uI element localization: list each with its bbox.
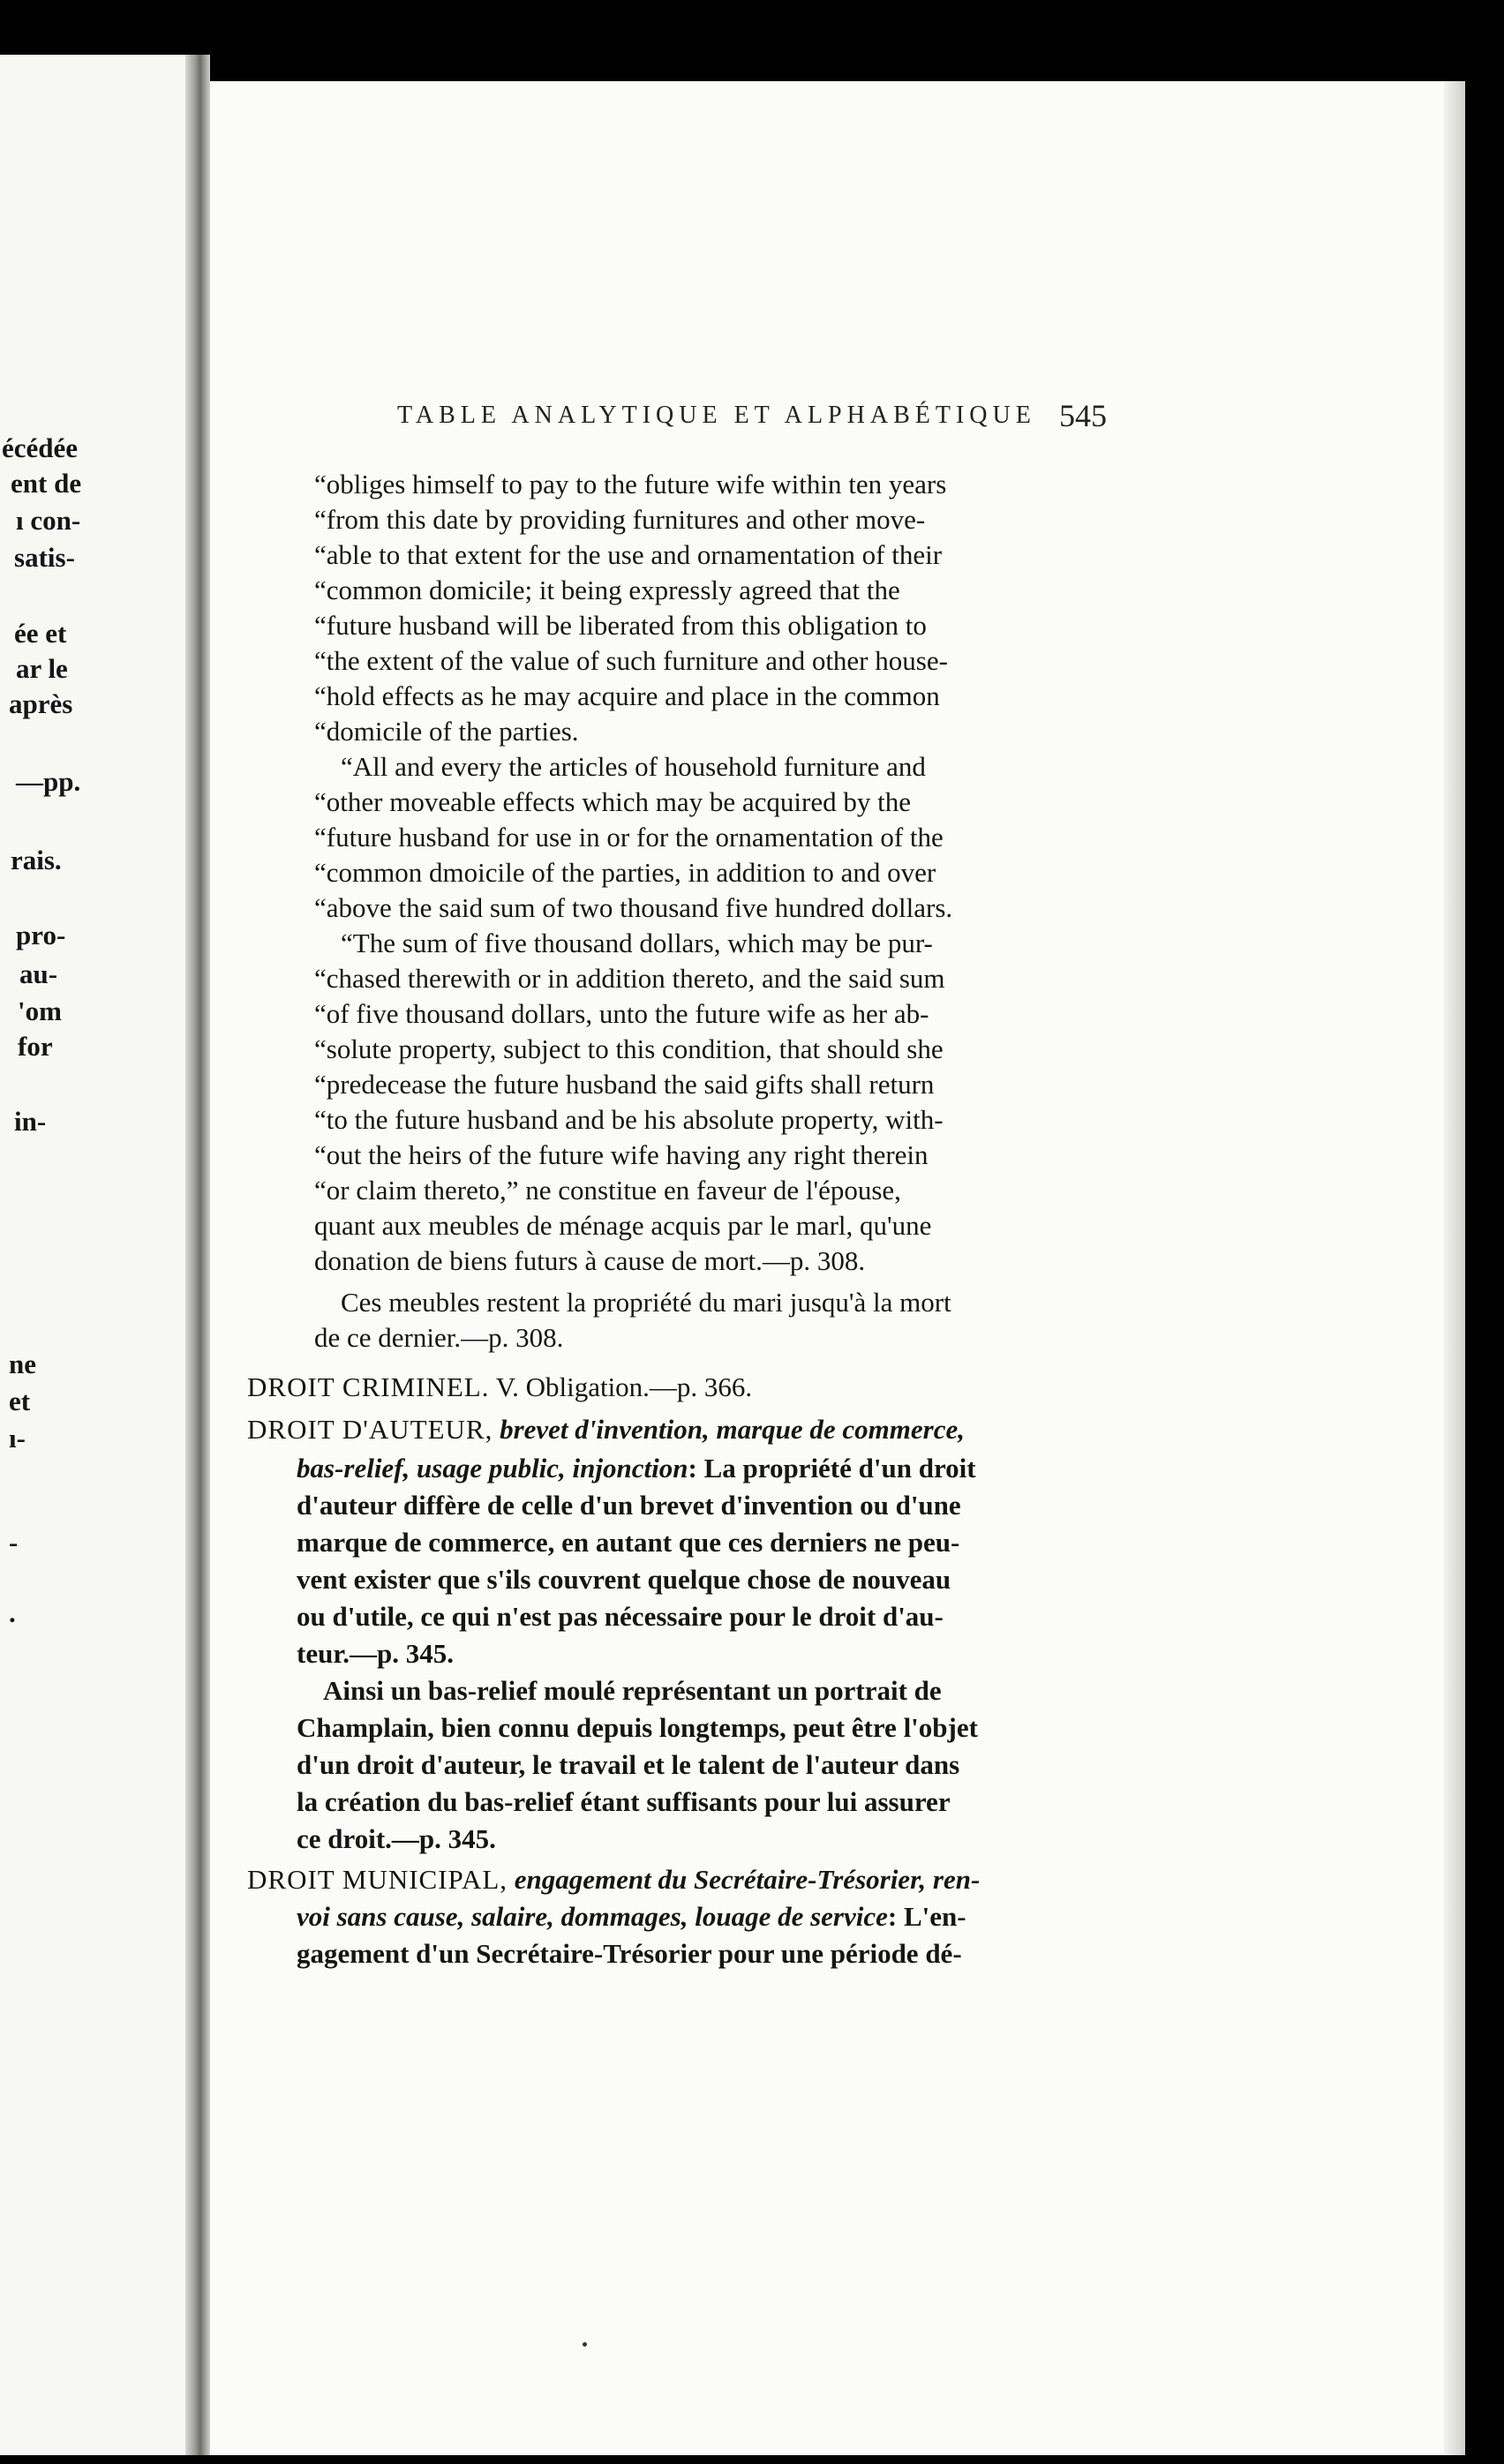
text-line: marque de commerce, en autant que ces derniers ne peu- [297, 1527, 960, 1558]
text-line [297, 1903, 966, 1930]
left-fragment: - [9, 1527, 19, 1558]
text-line: “All and every the articles of household furniture and [341, 751, 926, 782]
text-line: “or claim thereto,” ne constitue en faveur de l'épouse, [314, 1175, 901, 1206]
left-fragment: in- [14, 1106, 47, 1137]
entry-keywords: engagement du Secrétaire-Trésorier, ren- [514, 1864, 981, 1895]
text-line: “above the said sum of two thousand five hundred dollars. [314, 892, 953, 923]
text-line: Ainsi un bas-relief moulé représentant un portrait de [323, 1675, 942, 1706]
entry-text: : La propriété d'un droit [688, 1453, 976, 1484]
text-line: “chased therewith or in addition thereto, and the said sum [314, 963, 945, 994]
entry-heading: DROIT CRIMINEL. [247, 1371, 490, 1402]
text-line: “common dmoicile of the parties, in addition to and over [314, 857, 936, 888]
left-fragment: après [9, 688, 73, 719]
left-fragment: ar le [16, 653, 68, 684]
text-line: Ces meubles restent la propriété du mari jusqu'à la mort [341, 1287, 951, 1318]
text-line: “from this date by providing furnitures and other move- [314, 504, 926, 535]
page-gutter [185, 55, 210, 2455]
left-fragment: ne [9, 1348, 36, 1379]
left-fragment: 'om [18, 995, 62, 1026]
entry-text: V. Obligation.—p. 366. [495, 1371, 753, 1402]
text-line: “the extent of the value of such furniture and other house- [314, 645, 948, 676]
text-line: vent exister que s'ils couvrent quelque chose de nouveau [297, 1564, 951, 1595]
page-number: 545 [1059, 398, 1107, 433]
left-fragment: écédée [2, 432, 79, 463]
text-line: “domicile of the parties. [314, 716, 579, 747]
text-line: donation de biens futurs à cause de mort.—p. 308. [314, 1245, 866, 1276]
text-line: “of five thousand dollars, unto the future wife as her ab- [314, 998, 929, 1029]
ink-speck [583, 2342, 587, 2347]
left-fragment: au- [19, 958, 58, 989]
text-line: gagement d'un Secrétaire-Trésorier pour une période dé- [297, 1938, 962, 1969]
text-line: ce droit.—p. 345. [297, 1823, 496, 1854]
entry-heading: DROIT MUNICIPAL, [247, 1864, 508, 1895]
left-fragment: for [18, 1031, 53, 1062]
text-line: la création du bas-relief étant suffisants pour lui assurer [297, 1786, 951, 1817]
left-fragment: ı con- [16, 505, 81, 536]
text-line: “other moveable effects which may be acquired by the [314, 786, 911, 817]
text-line: “common domicile; it being expressly agreed that the [314, 575, 900, 605]
text-line: “hold effects as he may acquire and place in the common [314, 680, 940, 711]
text-line: “future husband will be liberated from this obligation to [314, 610, 927, 641]
left-fragment: . [9, 1597, 16, 1628]
text-line: “out the heirs of the future wife having any right therein [314, 1139, 929, 1170]
running-title: TABLE ANALYTIQUE ET ALPHABÉTIQUE [397, 402, 1036, 429]
text-line: “obliges himself to pay to the future wife within ten years [314, 469, 947, 500]
text-line: “solute property, subject to this condition, that should she [314, 1033, 944, 1064]
left-page [0, 55, 198, 2455]
left-fragment: ée et [14, 618, 67, 649]
left-fragment: satis- [14, 542, 75, 573]
text-line: Champlain, bien connu depuis longtemps, peut être l'objet [297, 1712, 978, 1743]
page-edge [1444, 81, 1465, 2455]
left-fragment: rais. [11, 845, 62, 875]
entry-keywords: bas-relief, usage public, injonction [297, 1453, 688, 1484]
entry-keywords: brevet d'invention, marque de commerce, [500, 1414, 966, 1445]
text-line [297, 1454, 976, 1482]
left-fragment: pro- [16, 920, 66, 950]
entry-droit-auteur [247, 1416, 965, 1443]
left-fragment: et [9, 1386, 31, 1416]
text-line: de ce dernier.—p. 308. [314, 1322, 564, 1353]
text-line: d'un droit d'auteur, le travail et le talent de l'auteur dans [297, 1749, 960, 1780]
left-fragment: —pp. [16, 766, 81, 797]
entry-keywords: voi sans cause, salaire, dommages, louage de service [297, 1901, 888, 1932]
left-fragment: ı- [9, 1423, 26, 1454]
left-fragment: ent de [11, 468, 82, 499]
entry-droit-municipal [247, 1866, 980, 1893]
text-line: “The sum of five thousand dollars, which may be pur- [341, 928, 933, 958]
text-line: quant aux meubles de ménage acquis par le marl, qu'une [314, 1210, 932, 1241]
text-line: d'auteur diffère de celle d'un brevet d'invention ou d'une [297, 1490, 961, 1521]
text-line: ou d'utile, ce qui n'est pas nécessaire pour le droit d'au- [297, 1601, 944, 1632]
text-line: “to the future husband and be his absolute property, with- [314, 1104, 944, 1135]
text-line: “able to that extent for the use and ornamentation of their [314, 539, 943, 570]
text-line: “predecease the future husband the said gifts shall return [314, 1069, 935, 1100]
entry-heading: DROIT D'AUTEUR, [247, 1414, 493, 1445]
entry-text: : L'en- [887, 1901, 966, 1932]
entry-droit-criminel [247, 1373, 752, 1401]
text-line: “future husband for use in or for the ornamentation of the [314, 822, 944, 853]
text-line: teur.—p. 345. [297, 1638, 454, 1669]
